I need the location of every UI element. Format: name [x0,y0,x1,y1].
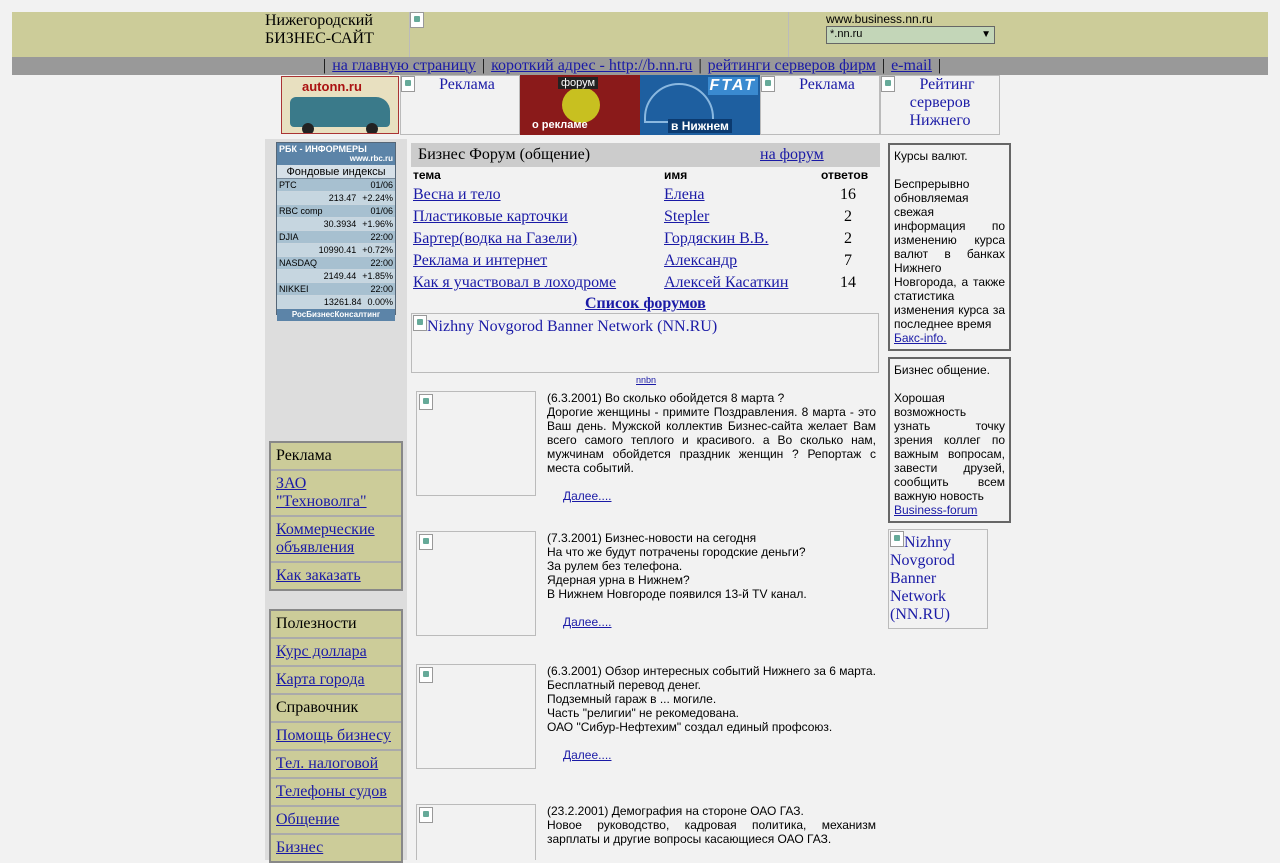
forum-author-link[interactable]: Алексей Касаткин [664,274,789,291]
nav-separator: | [698,57,702,74]
informer-value-row [277,218,395,231]
menu-link-communication[interactable]: Общение [276,811,340,828]
forum-topic-link[interactable]: Пластиковые карточки [413,208,568,225]
col-replies: ответов [821,168,869,182]
index-date: 01/06 [370,206,393,216]
informer-row [277,179,395,192]
ad-reklama-1[interactable] [400,75,520,135]
speedometer-icon [644,83,714,123]
index-name: NIKKEI [279,284,309,294]
news-thumbnail[interactable] [416,531,536,636]
currency-rates-box [888,143,1011,351]
autonn-logo: autonn.ru [302,79,362,94]
ad-ftat[interactable] [640,75,760,135]
news-thumbnail[interactable] [416,804,536,860]
nn-banner-network[interactable] [411,313,879,373]
informer-row [277,205,395,218]
index-value: 13261.84 [323,297,362,307]
forum-replies: 14 [840,274,856,291]
nn-banner-small-alt: Nizhny Novgorod Banner Network (NN.RU) [890,534,955,623]
index-change: +0.72% [362,245,393,255]
nav-separator: | [481,57,486,74]
index-date: 01/06 [370,180,393,190]
nav-bar [12,57,1268,75]
news-line: Ядерная урна в Нижнем? [547,573,690,587]
informer-value-row [277,270,395,283]
menu-link-technovolga[interactable]: ЗАО "Техноволга" [276,475,367,510]
nav-separator: | [937,57,942,74]
news-line: (6.3.2001) Обзор интересных событий Нижнего за 6 марта. [547,664,876,678]
wheel-icon [366,123,378,134]
forum-topic-link[interactable]: Как я участвовал в лоходроме [413,274,617,291]
index-date: 22:00 [370,258,393,268]
header-bar [12,12,1268,57]
col-name: имя [664,168,688,182]
nav-separator: | [881,57,886,74]
biz-title: Бизнес общение. [894,363,991,377]
forum-author-link[interactable]: Гордяскин В.В. [664,230,769,247]
ad-forum-reklama[interactable] [520,75,640,135]
news-more-link[interactable]: Далее.... [563,748,612,762]
ads-menu-title: Реклама [271,443,401,471]
to-forum-link[interactable]: на форум [760,146,824,163]
broken-image-icon [413,315,427,331]
nav-ratings-link[interactable]: рейтинги серверов фирм [707,57,876,74]
index-value: 213.47 [328,193,357,203]
nn-banner-alt: Nizhny Novgorod Banner Network (NN.RU) [427,318,718,335]
site-title-line1: Нижегородский [265,12,373,29]
business-forum-link[interactable]: Business-forum [894,503,978,517]
index-name: DJIA [279,232,299,242]
news-body [547,804,876,846]
rates-title: Курсы валют. [894,149,968,163]
menu-link-dollar-rate[interactable]: Курс доллара [276,643,367,660]
informer-site: www.rbc.ru [349,154,393,163]
business-communication-box [888,357,1011,523]
ads-menu [269,441,403,591]
menu-link-city-map[interactable]: Карта города [276,671,365,688]
news-more-link[interactable]: Далее.... [563,489,612,503]
ad-reklama-2[interactable] [760,75,880,135]
forum-author-link[interactable]: Александр [664,252,738,269]
forum-replies: 2 [844,208,852,225]
domain-label: www.business.nn.ru [826,12,933,26]
site-title-line2: БИЗНЕС-САЙТ [265,30,374,47]
news-line: За рулем без телефона. [547,559,683,573]
news-line: Дорогие женщины - примите Поздравления. 8 марта - это Ваш день. Мужской коллектив Бизнес-сайта желает Вам всего самого теплого и красивого. а Во сколько нам, мужчинам обойдется праздник женщин ? Репортаж с места событий. [547,405,876,475]
news-item [416,664,876,774]
index-change: +2.24% [362,193,393,203]
informer-title: РБК - ИНФОРМЕРЫ [279,144,367,154]
forum-author-link[interactable]: Елена [664,186,705,203]
useful-menu-title: Полезности [271,611,401,639]
table-row [411,250,880,272]
news-thumbnail[interactable] [416,664,536,769]
ad-reklama-2-alt: Реклама [799,76,855,93]
menu-link-tax-phones[interactable]: Тел. налоговой [276,755,379,772]
forum-topic-link[interactable]: Бартер(водка на Газели) [413,230,578,247]
news-item [416,804,876,860]
ad-forum-text2: о рекламе [532,119,588,131]
site-title [265,12,415,48]
news-item [416,531,876,641]
apple-icon [562,87,600,123]
broken-image-icon [419,534,433,550]
broken-image-icon [419,807,433,823]
table-row [411,272,880,294]
news-line: (6.3.2001) Во сколько обойдется 8 марта ? [547,391,785,405]
index-name: РТС [279,180,297,190]
broken-image-icon [881,76,895,92]
broken-image-icon [401,76,415,92]
news-line: Часть "религии" не рекомедована. [547,706,739,720]
ad-autonn[interactable] [281,76,399,134]
menu-link-commercial-ads[interactable]: Коммерческие объявления [276,521,375,556]
ad-rating-alt: Рейтинг серверов Нижнего [909,76,975,129]
index-change: 0.00% [367,297,393,307]
ad-ftat-text1: FTAT [709,77,756,94]
nn-banner-network-small[interactable] [888,529,988,629]
ad-banner-row [280,75,1000,135]
directory-title: Справочник [271,695,401,723]
news-line: Новое руководство, кадровая политика, механизм зарплаты и другие вопросы касающиеся ОАО ГАЗ. [547,818,876,846]
forum-table [411,168,880,294]
ad-rating[interactable] [880,75,1000,135]
forum-title: Бизнес Форум (общение) [411,143,880,167]
informer-header [277,143,395,165]
forum-topic-link[interactable]: Реклама и интернет [413,252,548,269]
news-body [547,531,876,629]
wheel-icon [302,123,314,134]
nav-separator: | [323,57,327,74]
news-body [547,664,876,762]
useful-menu [269,609,403,863]
menu-link-business[interactable]: Бизнес [276,839,324,856]
rates-text: Беспрерывно обновляемая свежая информация по изменению курса валют в банках Нижнего Новгорода, а также статистика изменения курса за последнее время [894,177,1005,331]
forum-topic-link[interactable]: Весна и тело [413,186,501,203]
index-name: RBC comp [279,206,323,216]
menu-link-how-to-order[interactable]: Как заказать [276,567,361,584]
news-line: ОАО "Сибур-Нефтехим" создал единый профсоюз. [547,720,833,734]
table-row [411,206,880,228]
index-value: 30.3934 [323,219,357,229]
index-date: 22:00 [370,284,393,294]
news-line: Подземный гараж в ... могиле. [547,692,717,706]
index-value: 10990.41 [318,245,357,255]
index-change: +1.96% [362,219,393,229]
baks-info-link[interactable]: Бакс-info. [894,331,947,345]
informer-value-row [277,244,395,257]
index-name: NASDAQ [279,258,318,268]
forum-list-link[interactable]: Список форумов [585,295,706,312]
news-more-link[interactable]: Далее.... [563,615,612,629]
broken-image-icon [419,394,433,410]
news-line: (7.3.2001) Бизнес-новости на сегодня [547,531,757,545]
broken-image-icon [419,667,433,683]
col-topic: тема [413,168,441,182]
informer-row [277,257,395,270]
top-banner-image[interactable] [409,12,789,57]
informer-subtitle: Фондовые индексы [277,165,395,179]
broken-image-icon [761,76,775,92]
news-item [416,391,876,501]
informer-row [277,231,395,244]
informer-value-row [277,192,395,205]
menu-link-business-help[interactable]: Помощь бизнесу [276,727,391,744]
forum-replies: 16 [840,186,856,203]
forum-table-header [411,168,880,184]
broken-image-icon [890,531,904,547]
forum-replies: 2 [844,230,852,247]
table-row [411,228,880,250]
nav-home-link[interactable]: на главную страницу [332,57,476,74]
index-date: 22:00 [370,232,393,242]
ad-reklama-1-alt: Реклама [439,76,495,93]
table-row [411,184,880,206]
news-line: Бесплатный перевод денег. [547,678,701,692]
news-line: (23.2.2001) Демография на стороне ОАО ГАЗ. [547,804,804,818]
informer-value-row [277,296,395,309]
nav-email-link[interactable]: e-mail [891,57,932,74]
informer-footer: РосБизнесКонсалтинг [277,309,395,321]
ad-ftat-text2: в Нижнем [668,119,732,133]
domain-select[interactable] [826,26,995,44]
nnbn-link[interactable]: nnbn [636,375,657,385]
chevron-down-icon: ▼ [981,29,991,40]
index-change: +1.85% [362,271,393,281]
index-value: 2149.44 [323,271,357,281]
nav-short-address-link[interactable]: короткий адрес - http://b.nn.ru [491,57,693,74]
news-thumbnail[interactable] [416,391,536,496]
news-body [547,391,876,503]
forum-replies: 7 [844,252,852,269]
biz-text: Хорошая возможность узнать точку зрения коллег по важным вопросам, завести друзей, сообщить всем важную новость [894,391,1005,503]
menu-link-court-phones[interactable]: Телефоны судов [276,783,387,800]
ad-forum-text1: форум [558,77,598,89]
broken-image-icon [410,12,424,28]
informer-row [277,283,395,296]
domain-select-value: *.nn.ru [830,28,863,40]
news-line: В Нижнем Новгороде появился 13-й TV канал. [547,587,807,601]
forum-author-link[interactable]: Stepler [664,208,710,225]
news-line: На что же будут потрачены городские деньги? [547,545,806,559]
rbc-informer[interactable] [276,142,396,319]
